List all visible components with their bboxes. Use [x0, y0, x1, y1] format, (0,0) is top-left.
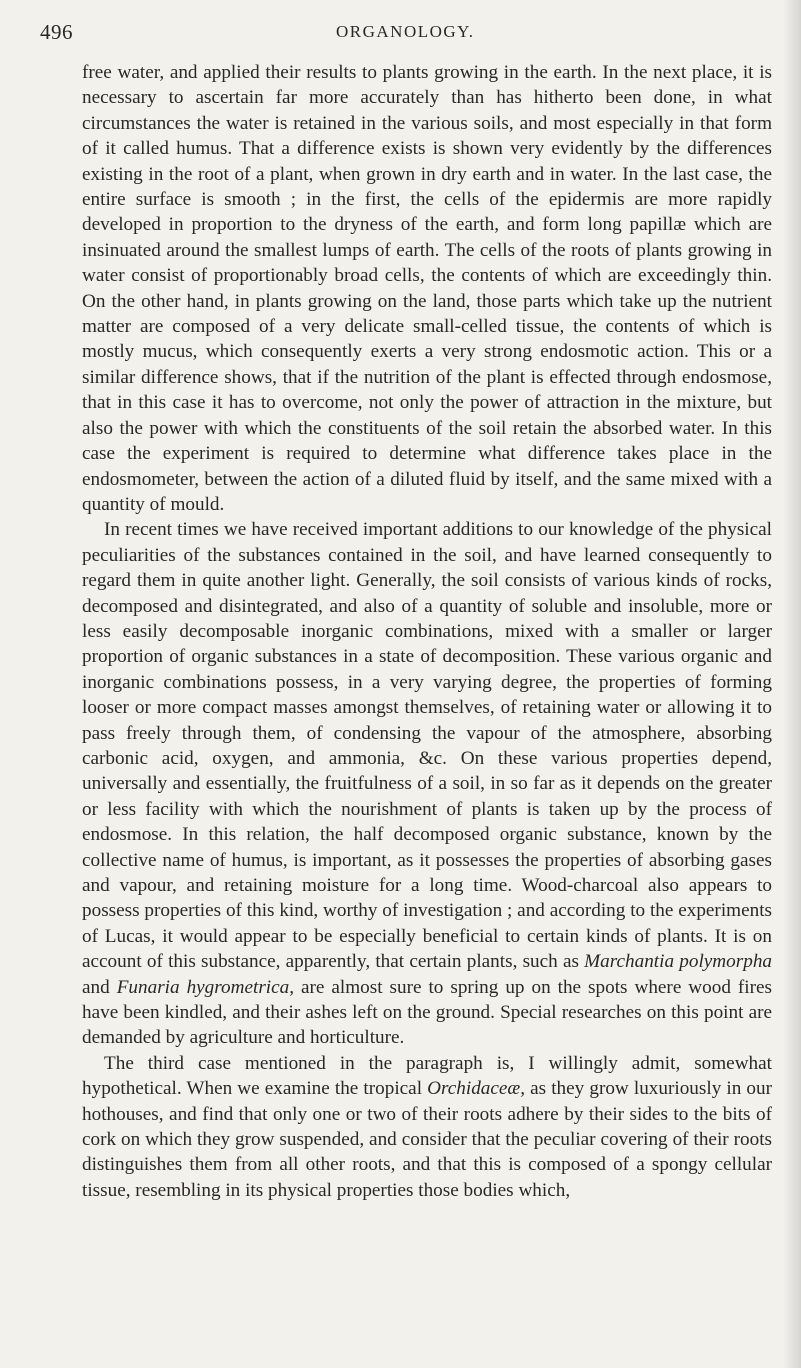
paragraph-3-italic-a: Orchidaceæ,: [427, 1078, 526, 1100]
paragraph-2-text-c: are almost sure to spring up on the spots where wood fires have been kindled, and their ashes left on the ground. Special researches on this point are demanded by agriculture and horticulture.: [82, 976, 773, 1049]
body-text: [82, 60, 772, 1203]
page-header: [0, 20, 801, 50]
paragraph-2-italic-a: Marchantia polymorpha: [584, 951, 773, 973]
running-head: ORGANOLOGY.: [336, 22, 475, 41]
paragraph-3: [82, 1051, 772, 1203]
page-edge-shadow: [783, 0, 801, 1368]
paragraph-2: [82, 517, 772, 1051]
paragraph-2-text-a: In recent times we have received important additions to our knowledge of the physical peculiarities of the substances contained in the soil, and have learned consequently to regard them in quite another light. Generally, the soil consists of various kinds of rocks, decomposed and disintegrated, and also of a quantity of soluble and insoluble, more or less easily decomposable inorganic combinations, mixed with a smaller or larger proportion of organic substances in a state of decomposition. These various organic and inorganic combinations possess, in a very varying degree, the properties of forming looser or more compact masses amongst themselves, of retaining water or allowing it to pass freely through them, of condensing the vapour of the atmosphere, absorbing carbonic acid, oxygen, and ammonia, &c. On these various properties depend, universally and essentially, the fruitfulness of a soil, in so far as it depends on the greater or less facility with which the nourishment of plants is taken up by the process of endosmose. In this relation, the half decomposed organic substance, known by the collective name of humus, is important, as it possesses the properties of absorbing gases and vapour, and retaining moisture for a long time. Wood-charcoal also appears to possess properties of this kind, worthy of investigation ; and according to the experiments of Lucas, it would appear to be especially beneficial to certain kinds of plants. It is on account of this substance, apparently, that certain plants, such as: [82, 519, 772, 973]
paragraph-2-italic-b: Funaria hygrometrica,: [116, 976, 295, 998]
page-number: 496: [40, 20, 73, 44]
paragraph-2-text-b: and: [82, 976, 110, 998]
paragraph-1: free water, and applied their results to plants growing in the earth. In the next place, it is necessary to ascertain far more accurately than has hitherto been done, in what circumstances the water is retained in the various soils, and most especially in that form of it called humus. That a difference exists is shown very evidently by the differences existing in the root of a plant, when grown in dry earth and in water. In the last case, the entire surface is smooth ; in the first, the cells of the epidermis are more rapidly developed in proportion to the dryness of the earth, and form long papillæ which are insinuated around the smallest lumps of earth. The cells of the roots of plants growing in water consist of proportionably broad cells, the contents of which are exceedingly thin. On the other hand, in plants growing on the land, those parts which take up the nutrient matter are composed of a very delicate small-celled tissue, the contents of which is mostly mucus, which consequently exerts a very strong endosmotic action. This or a similar difference shows, that if the nutrition of the plant is effected through endosmose, that in this case it has to overcome, not only the power of attraction in the mixture, but also the power with which the constituents of the soil retain the absorbed water. In this case the experiment is required to determine what difference takes place in the endosmometer, between the action of a diluted fluid by itself, and the same mixed with a quantity of mould.: [82, 62, 772, 515]
paragraph-3-text-a: The third case mentioned in the paragraph is, I willingly admit, somewhat hypothetical. When we examine the tropical: [82, 1052, 772, 1100]
paragraph-3-text-b: as they grow luxuriously in our hothouses, and find that only one or two of their roots adhere by their sides to the bits of cork on which they grow suspended, and consider that the peculiar covering of their roots distinguishes them from all other roots, and that this is composed of a spongy cellular tissue, resembling in its physical properties those bodies which,: [82, 1078, 773, 1201]
